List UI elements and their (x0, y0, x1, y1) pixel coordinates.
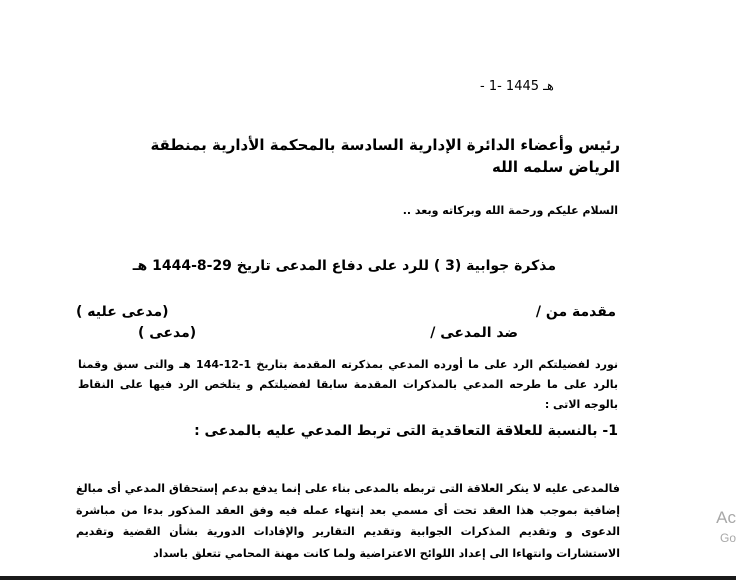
addressee: رئيس وأعضاء الدائرة الإدارية السادسة بالمحكمة الأدارية بمنطقة الرياض سلمه الله (150, 136, 620, 176)
greeting: السلام عليكم ورحمة الله وبركاته وبعد .. (402, 204, 618, 217)
against-label: ضد المدعى / (430, 325, 518, 341)
from-label: مقدمة من / (535, 304, 616, 320)
body-paragraph: فالمدعى عليه لا ينكر العلاقة التى تربطه بالمدعى بناء على إنما يدفع بدعم إستحقاق المدعي أى مبالغ إضافية بموجب هذا العقد تحت أى مسمي بعد إنتهاء عمله فيه وفق العقد المذكور بدءا من مباشرة الدعوى و وتقديم المذكرات الجوابية وتقديم التقارير والإفادات الدورية بشأن القضية وتقديم الاستشارات وانتهاءا الى إعداد اللوائح الاعتراضية ولما كانت مهنة المحامي تتعلق باسداد (76, 482, 620, 560)
from-role: (مدعى عليه ) (76, 304, 169, 320)
date-line: - 1- 1445 هـ (480, 79, 554, 94)
bottom-rule (0, 576, 736, 580)
against-role: (مدعى ) (138, 325, 197, 341)
section-heading: 1- بالنسبة للعلاقة التعاقدية التى تربط المدعي عليه بالمدعى : (194, 423, 618, 439)
memo-title: مذكرة جوابية (3 ) للرد على دفاع المدعى تاريخ 29-8-1444 هـ (132, 258, 556, 274)
activation-watermark-line1: Ac (716, 508, 736, 527)
activation-watermark-line2: Go (719, 531, 736, 545)
intro-paragraph: نورد لفضيلتكم الرد على ما أورده المدعي بمذكرته المقدمة بتاريخ 1-12-144 هـ والتى سبق وقمنا بالرد على ما طرحه المدعي بالمذكرات المقدمة سابقا لفضيلتكم و يتلخص الرد فيها على النقاط بالوجه الاتى : (78, 358, 618, 411)
